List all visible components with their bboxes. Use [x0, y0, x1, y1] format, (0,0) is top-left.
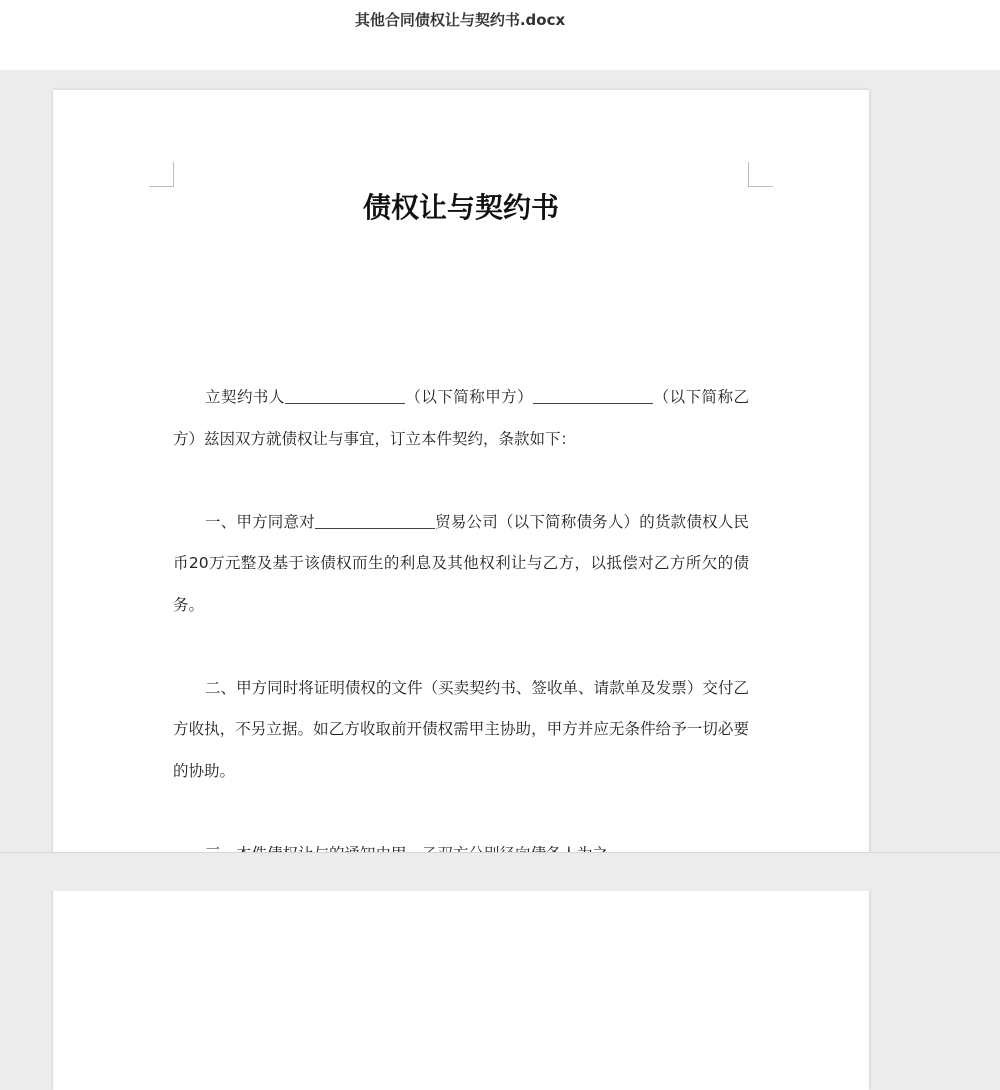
blank-debtor[interactable] [315, 512, 435, 529]
document-page[interactable] [53, 90, 869, 1090]
margin-corner-top-left [149, 162, 174, 187]
blank-party-b[interactable] [533, 387, 653, 404]
blank-party-a[interactable] [285, 387, 405, 404]
status-bar [0, 852, 1000, 891]
document-heading: 债权让与契约书 [362, 191, 559, 224]
document-filename: 其他合同债权让与契约书.docx [354, 11, 566, 29]
paragraph-clause-2: 二、甲方同时将证明债权的文件（买卖契约书、签收单、请款单及发票）交付乙方收执，不另立据。如乙方收取前开债权需甲主协助，甲方并应无条件给予一切必要的协助。 [173, 678, 749, 780]
document-canvas[interactable] [0, 70, 1000, 852]
paragraph-clause-1: 一、甲方同意对 贸易公司（以下简称债务人）的货款债权人民币20万元整及基于该债权而生的利息及其他权利让与乙方，以抵偿对乙方所欠的债务。 [173, 512, 749, 614]
paragraph-parties: 立契约书人 （以下简称甲方） （以下简称乙方）兹因双方就债权让与事宜，订立本件契约，条款如下： [173, 388, 749, 448]
margin-corner-top-right [748, 162, 773, 187]
title-bar [0, 0, 1000, 70]
document-body[interactable] [173, 377, 749, 917]
